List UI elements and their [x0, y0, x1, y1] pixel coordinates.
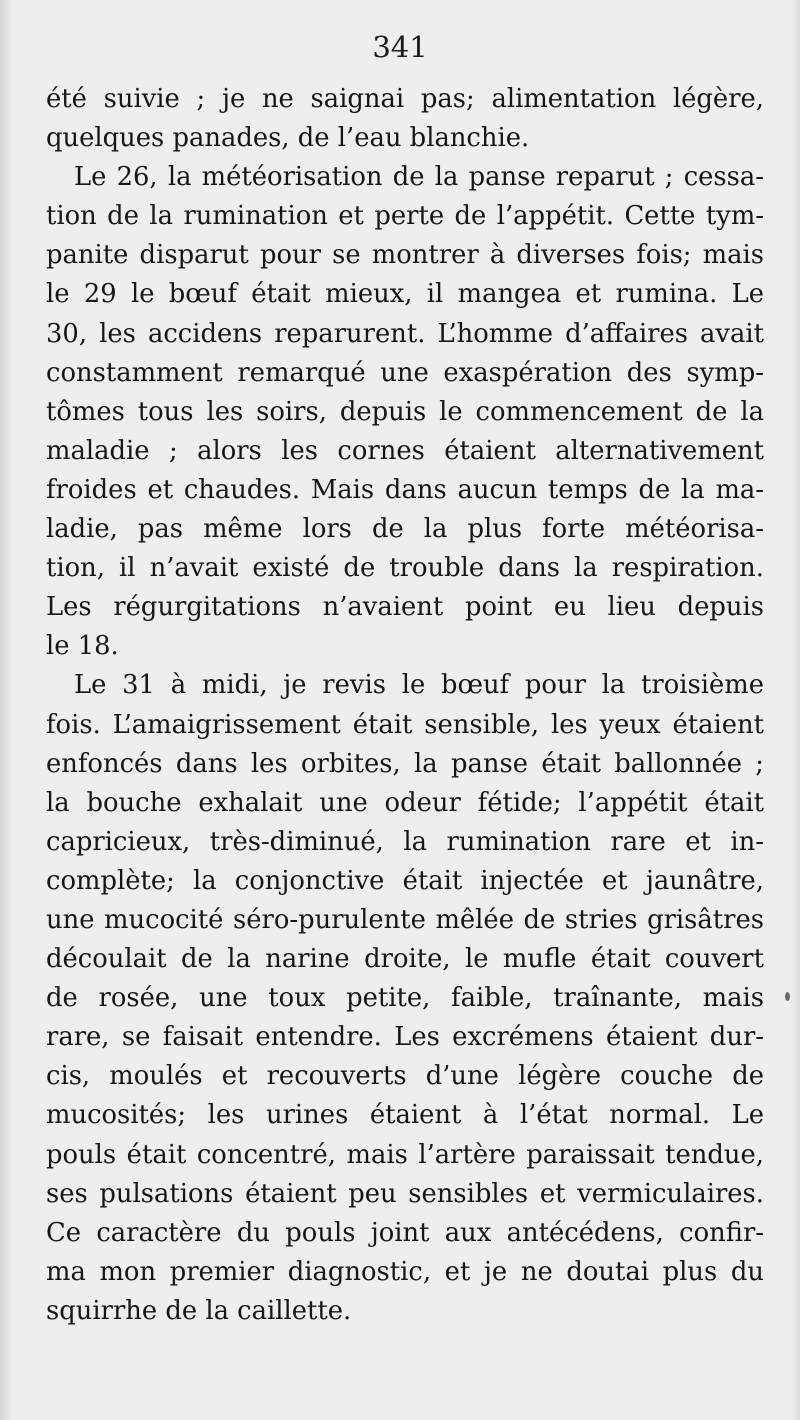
text-line: Ce caractère du pouls joint aux antécédens, confir-: [46, 1217, 764, 1248]
text-line: fois. L’amaigrissement était sensible, les yeux étaient: [46, 709, 764, 740]
text-line: rare, se faisait entendre. Les excrémens étaient dur-: [46, 1022, 764, 1053]
text-line: maladie ; alors les cornes étaient alternativement: [46, 435, 764, 466]
text-line: la bouche exhalait une odeur fétide; l’appétit était: [46, 787, 764, 818]
text-line: capricieux, très-diminué, la rumination rare et in-: [46, 826, 764, 857]
text-line: squirrhe de la caillette.: [46, 1295, 352, 1326]
text-line: découlait de la narine droite, le mufle était couvert: [46, 944, 764, 975]
text-line: été suivie ; je ne saignai pas; alimentation légère,: [46, 84, 764, 114]
text-line: pouls était concentré, mais l’artère paraissait tendue,: [46, 1139, 764, 1170]
text-line: panite disparut pour se montrer à diverses fois; mais: [46, 240, 764, 271]
text-line: froides et chaudes. Mais dans aucun temps de la ma-: [46, 474, 764, 505]
text-line: Le 26, la météorisation de la panse reparut ; cessa-: [74, 162, 764, 193]
text-line: quelques panades, de l’eau blanchie.: [46, 123, 530, 154]
text-line: Le 31 à midi, je revis le bœuf pour la troisième: [74, 670, 764, 701]
text-line: le 18.: [46, 631, 119, 662]
text-line: tion de la rumination et perte de l’appétit. Cette tym-: [46, 201, 764, 232]
text-line: tion, il n’avait existé de trouble dans la respiration.: [46, 553, 764, 584]
ink-spot: [785, 992, 790, 1001]
text-line: mucosités; les urines étaient à l’état normal. Le: [46, 1100, 764, 1131]
text-line: 30, les accidens reparurent. L’homme d’affaires avait: [46, 318, 764, 349]
text-line: ladie, pas même lors de la plus forte météorisa-: [46, 514, 764, 545]
text-line: tômes tous les soirs, depuis le commencement de la: [46, 396, 764, 427]
text-line: de rosée, une toux petite, faible, traînante, mais: [46, 983, 764, 1014]
text-line: Les régurgitations n’avaient point eu lieu depuis: [46, 592, 764, 623]
page-number: 341: [372, 30, 428, 64]
text-line: constamment remarqué une exaspération des symp-: [46, 357, 764, 388]
body-text: [46, 80, 764, 1331]
text-line: le 29 le bœuf était mieux, il mangea et rumina. Le: [46, 279, 764, 310]
text-line: ma mon premier diagnostic, et je ne doutai plus du: [46, 1256, 764, 1287]
text-line: une mucocité séro-purulente mêlée de stries grisâtres: [46, 904, 764, 935]
text-line: ses pulsations étaient peu sensibles et vermiculaires.: [46, 1178, 764, 1209]
text-line: cis, moulés et recouverts d’une légère couche de: [46, 1061, 764, 1092]
page-edge-shadow-right: [790, 0, 800, 1420]
text-line: enfoncés dans les orbites, la panse était ballonnée ;: [46, 748, 764, 779]
page-edge-shadow-left: [0, 0, 14, 1420]
text-line: complète; la conjonctive était injectée et jaunâtre,: [46, 865, 764, 896]
